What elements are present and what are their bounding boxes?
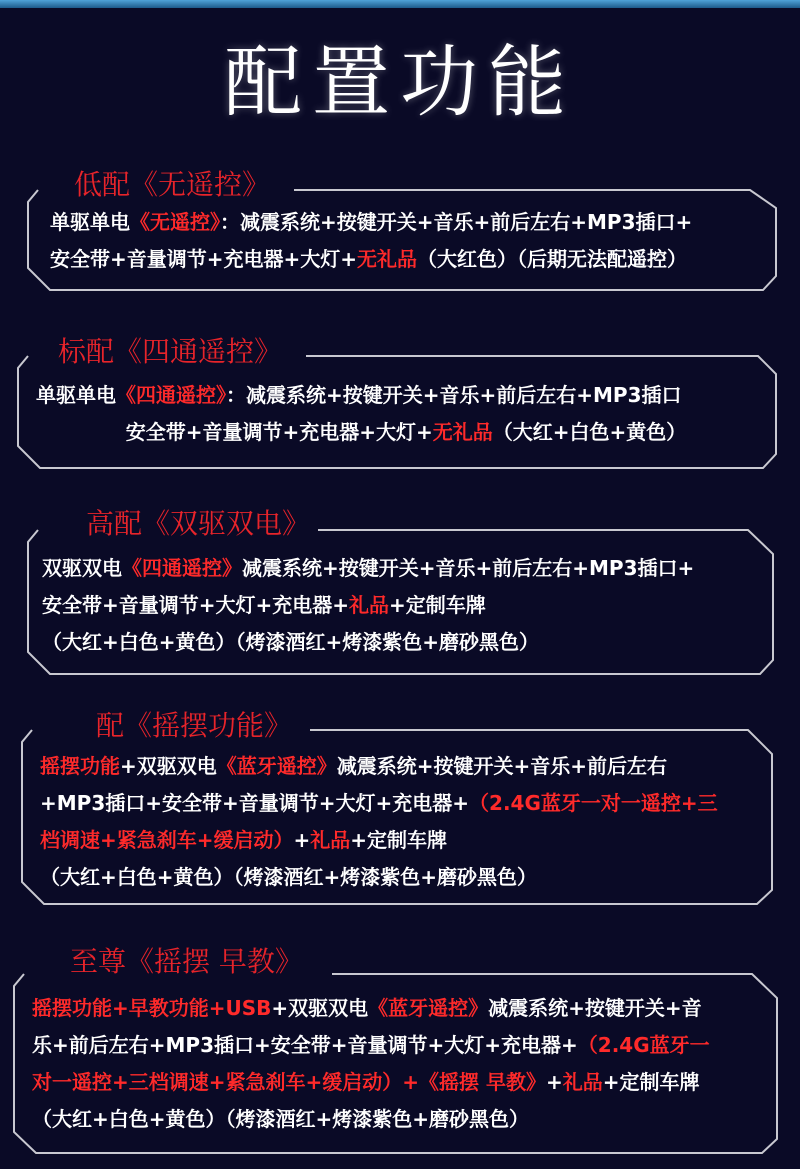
feature-text: 安全带+音量调节+充电器+大灯+ [50,247,358,271]
panel-body [42,550,694,661]
config-panel-high [28,500,776,676]
panel-line [42,624,694,661]
feature-text: （大红+白色+黄色）（烤漆酒红+烤漆紫色+磨砂黑色） [32,1107,530,1131]
feature-text: + [546,1070,563,1094]
top-accent-strip [0,0,800,8]
feature-text: +定制车牌 [602,1070,700,1094]
feature-text: +定制车牌 [350,828,448,852]
panel-label: 高配《双驱双电》 [78,506,318,542]
highlight-text: 档调速+紧急刹车+缓启动） [40,828,294,852]
panel-body [36,377,776,451]
feature-text: 减震系统+按键开关+音乐+前后左右 [336,754,668,778]
panel-label: 标配《四通遥控》 [50,334,290,370]
panel-line [42,550,694,587]
feature-text: 单驱单电 [36,383,116,407]
highlight-text: 礼品 [562,1070,603,1094]
config-panel-low [28,162,780,292]
feature-text: （大红+白色+黄色）（烤漆酒红+烤漆紫色+磨砂黑色） [40,865,538,889]
feature-text: 减震系统+按键开关+音 [488,996,702,1020]
highlight-text: （2.4G蓝牙一对一遥控+三 [469,791,718,815]
page-title: 配置功能 [223,38,576,128]
panel-line [42,587,694,624]
panel-label: 至尊《摇摆 早教》 [62,944,311,980]
panel-line [40,748,718,785]
highlight-text: 无礼品 [357,247,418,271]
panel-line [32,1101,710,1138]
panel-line [32,1064,710,1101]
panel-body [50,204,692,278]
feature-text: （大红+白色+黄色）（烤漆酒红+烤漆紫色+磨砂黑色） [42,630,540,654]
feature-text: （大红+白色+黄色） [492,420,687,444]
panel-line [36,377,776,414]
highlight-text: 摇摆功能+早教功能+USB [32,996,272,1020]
panel-label: 低配《无遥控》 [66,167,278,203]
feature-text: +定制车牌 [389,593,486,617]
feature-text: +双驱双电 [120,754,217,778]
panel-line [40,822,718,859]
highlight-text: 无礼品 [432,420,493,444]
highlight-text: 《四通遥控》 [116,383,226,407]
panel-line [36,414,776,451]
highlight-text: 礼品 [349,593,390,617]
feature-text: +双驱双电 [271,996,369,1020]
highlight-text: （2.4G蓝牙一 [577,1033,710,1057]
panel-line [50,241,692,278]
panel-line [32,1027,710,1064]
highlight-text: 《四通遥控》 [122,556,242,580]
feature-text: + [293,828,311,852]
panel-body [32,990,710,1138]
feature-text: 单驱单电 [50,210,130,234]
highlight-text: 《蓝牙遥控》 [368,996,489,1020]
highlight-text: 摇摆功能 [40,754,120,778]
feature-text: +MP3插口+安全带+音量调节+大灯+充电器+ [40,791,470,815]
feature-text: 安全带+音量调节+大灯+充电器+ [42,593,350,617]
highlight-text: 礼品 [310,828,351,852]
panel-line [50,204,692,241]
panel-label: 配《摇摆功能》 [88,708,300,744]
highlight-text: 《无遥控》 [130,210,220,234]
config-panel-supreme [14,940,780,1155]
config-panel-standard [18,335,780,470]
panel-line [32,990,710,1027]
highlight-text: 对一遥控+三档调速+紧急刹车+缓启动）+《摇摆 早教》 [32,1070,546,1094]
panel-line [40,859,718,896]
feature-text: 双驱双电 [42,556,122,580]
feature-text: 乐+前后左右+MP3插口+安全带+音量调节+大灯+充电器+ [32,1033,578,1057]
feature-text: ：减震系统+按键开关+音乐+前后左右+MP3插口 [226,383,682,407]
config-panel-swing [22,706,774,906]
panel-body [40,748,718,896]
feature-text: ：减震系统+按键开关+音乐+前后左右+MP3插口+ [220,210,693,234]
feature-text: 安全带+音量调节+充电器+大灯+ [125,420,433,444]
panel-line [40,785,718,822]
feature-text: 减震系统+按键开关+音乐+前后左右+MP3插口+ [242,556,695,580]
feature-text: （大红色）（后期无法配遥控） [417,247,688,271]
highlight-text: 《蓝牙遥控》 [216,754,337,778]
